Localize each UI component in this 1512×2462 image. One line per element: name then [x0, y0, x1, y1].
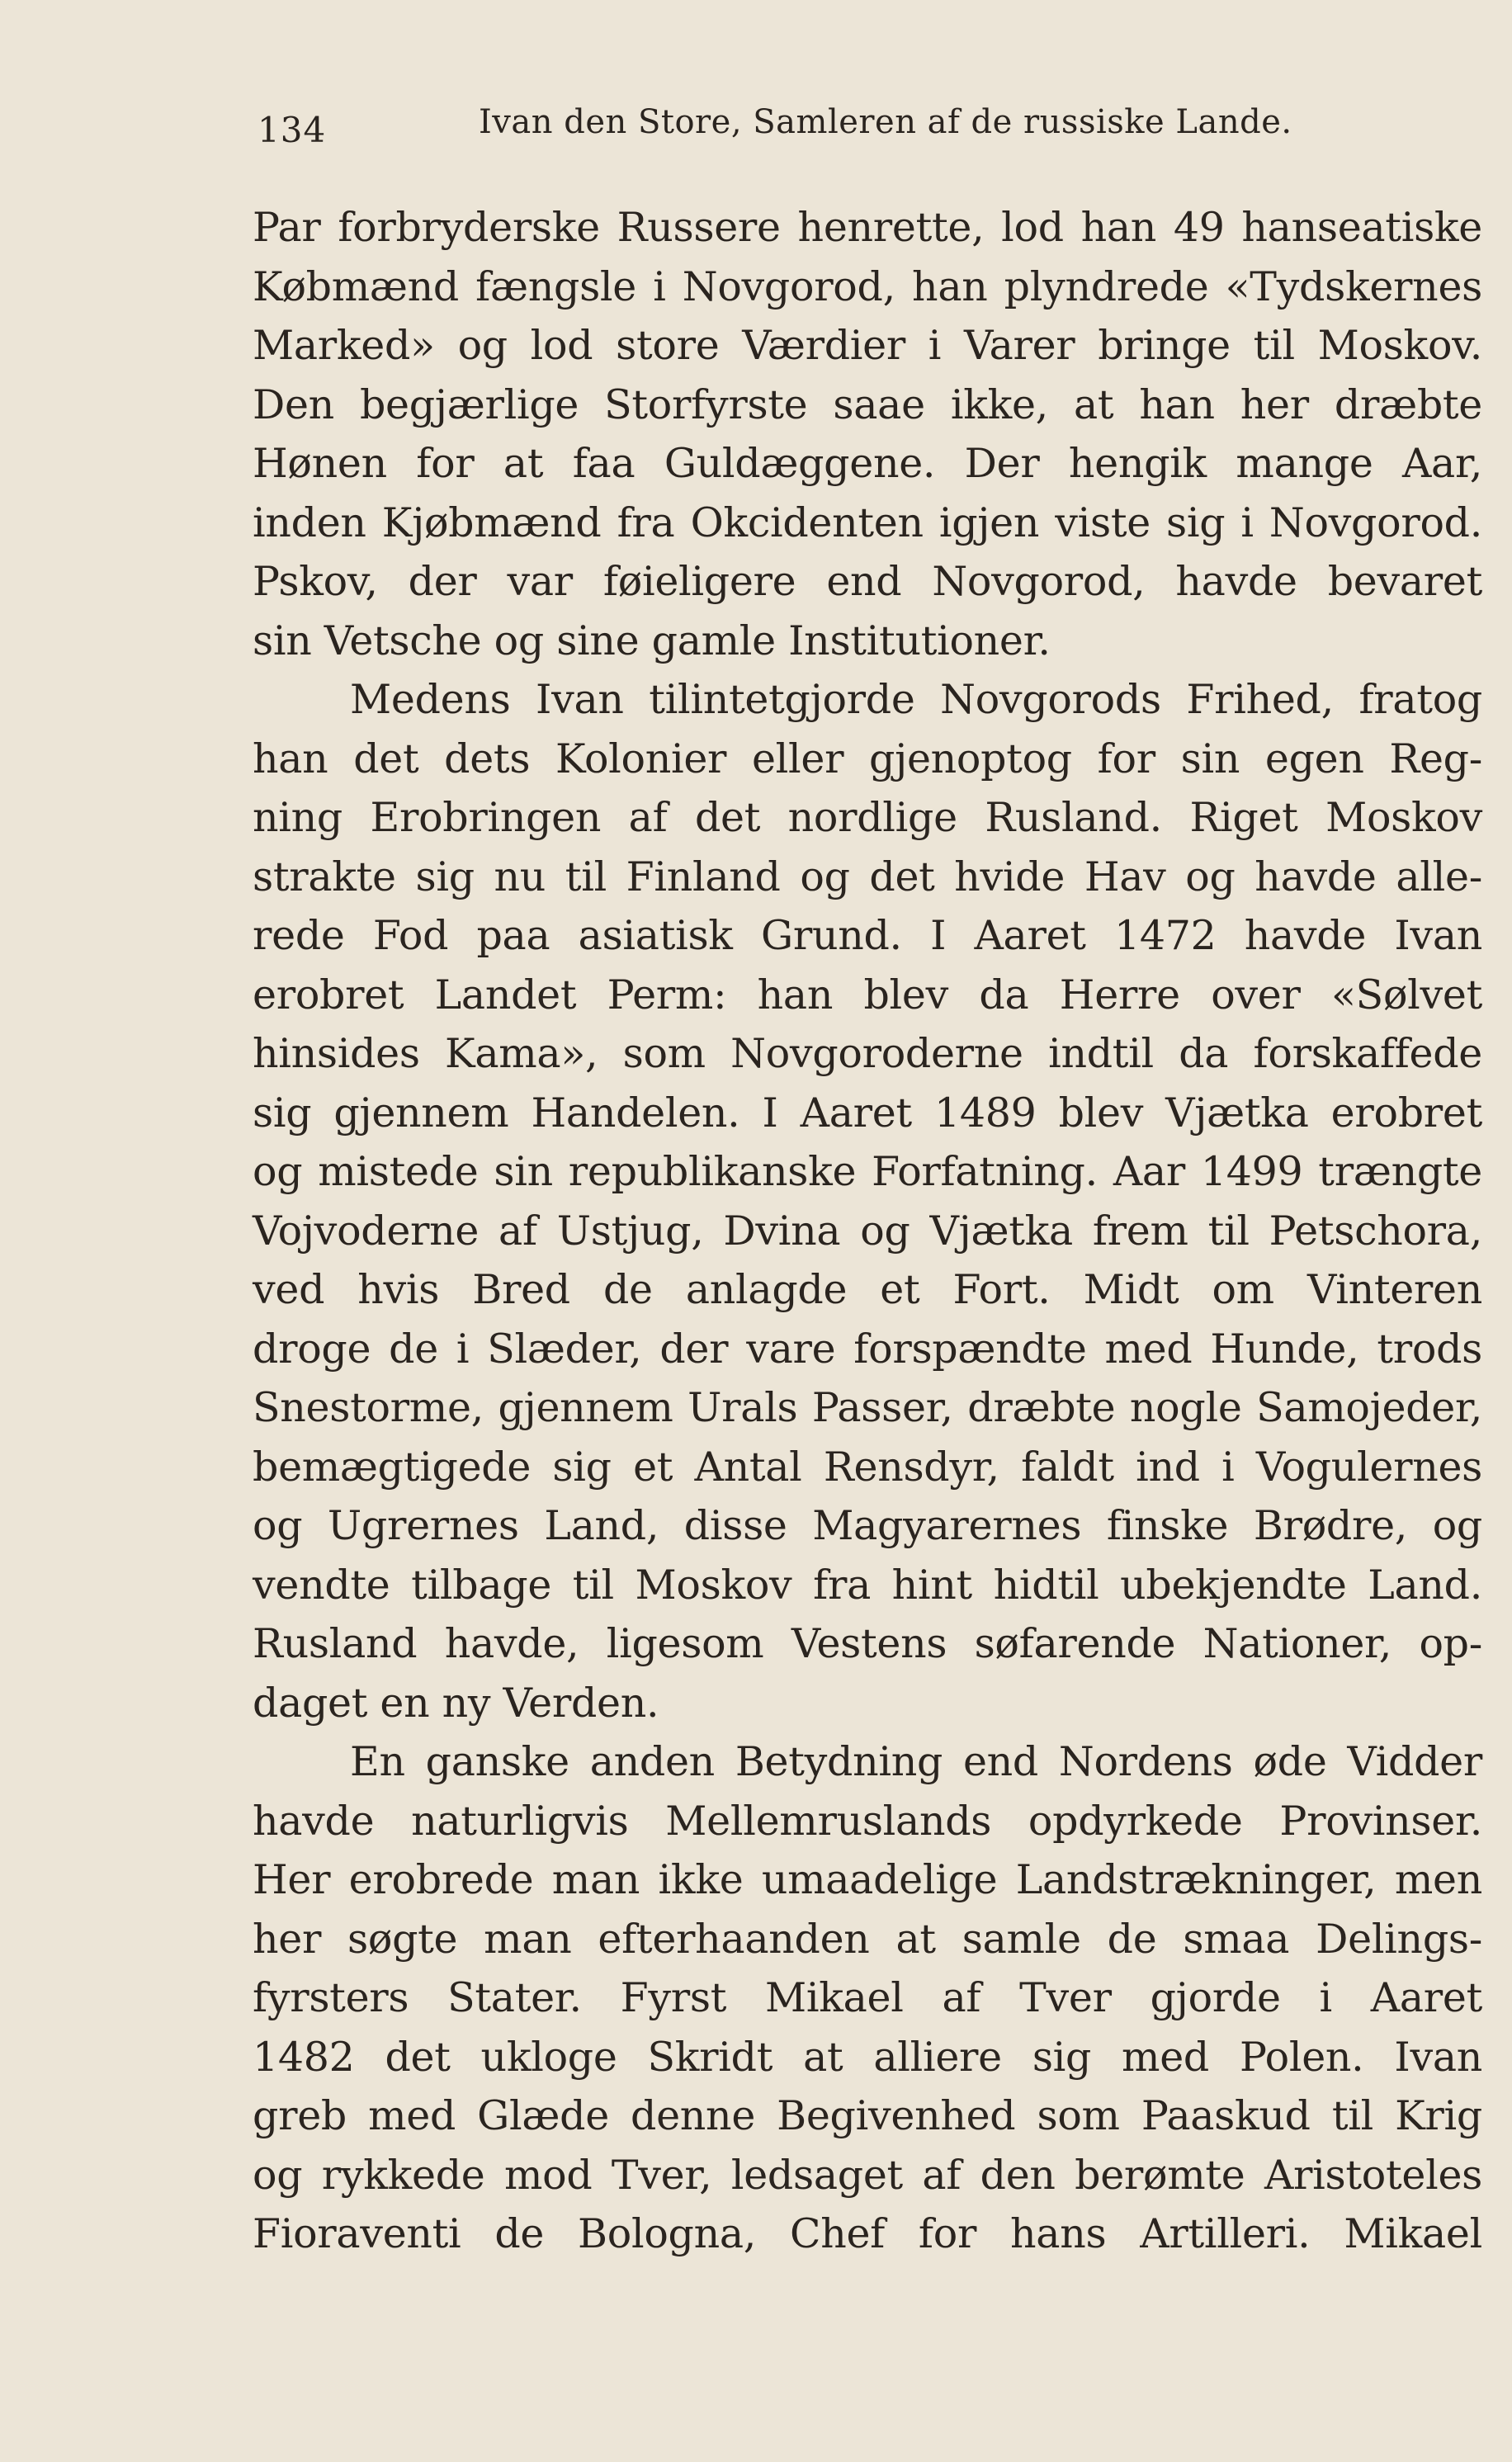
text-line: inden Kjøbmænd fra Okcidenten igjen viste sig i Novgorod.	[253, 499, 1482, 546]
text-line: han det dets Kolonier eller gjenoptog for sin egen Reg-	[253, 735, 1482, 782]
text-line: daget en ny Verden.	[253, 1679, 659, 1727]
text-line: og mistede sin republikanske Forfatning. Aar 1499 trængte	[253, 1148, 1482, 1195]
text-line: sin Vetsche og sine gamle Institutioner.	[253, 617, 1051, 664]
text-line: vendte tilbage til Moskov fra hint hidtil ubekjendte Land.	[253, 1561, 1482, 1609]
text-line: Den begjærlige Storfyrste saae ikke, at han her dræbte	[253, 380, 1482, 428]
text-line: Pskov, der var føieligere end Novgorod, havde bevaret	[253, 558, 1482, 605]
text-line: 1482 det ukloge Skridt at alliere sig med Polen. Ivan	[253, 2033, 1482, 2081]
text-line: ning Erobringen af det nordlige Rusland. Riget Moskov	[253, 794, 1482, 841]
text-line: havde naturligvis Mellemruslands opdyrkede Provinser.	[253, 1797, 1482, 1845]
running-title: Ivan den Store, Samleren af de russiske Lande.	[479, 103, 1292, 141]
text-line: droge de i Slæder, der vare forspændte med Hunde, trods	[253, 1325, 1482, 1373]
text-line: og rykkede mod Tver, ledsaget af den berømte Aristoteles	[253, 2151, 1482, 2199]
text-line: hinsides Kama», som Novgoroderne indtil da forskaffede	[253, 1030, 1482, 1077]
text-line: Marked» og lod store Værdier i Varer bringe til Moskov.	[253, 322, 1482, 369]
text-line: Her erobrede man ikke umaadelige Landstrækninger, men	[253, 1856, 1482, 1903]
text-line: Rusland havde, ligesom Vestens søfarende Nationer, op-	[253, 1620, 1482, 1667]
body-text	[253, 198, 1482, 2264]
text-line: erobret Landet Perm: han blev da Herre over «Sølvet	[253, 971, 1482, 1018]
text-line: rede Fod paa asiatisk Grund. I Aaret 1472 havde Ivan	[253, 912, 1482, 959]
page-header	[258, 103, 1479, 153]
text-line: Købmænd fængsle i Novgorod, han plyndrede «Tydskernes	[253, 262, 1482, 310]
text-line: Fioraventi de Bologna, Chef for hans Artilleri. Mikael	[253, 2210, 1482, 2257]
text-line: ved hvis Bred de anlagde et Fort. Midt om Vinteren	[253, 1266, 1482, 1313]
text-line: greb med Glæde denne Begivenhed som Paaskud til Krig	[253, 2092, 1482, 2139]
text-line: strakte sig nu til Finland og det hvide Hav og havde alle-	[253, 853, 1482, 900]
text-line: Medens Ivan tilintetgjorde Novgorods Frihed, fratog	[350, 676, 1482, 723]
text-line: Snestorme, gjennem Urals Passer, dræbte nogle Samojeder,	[253, 1384, 1482, 1431]
text-line: sig gjennem Handelen. I Aaret 1489 blev Vjætka erobret	[253, 1089, 1482, 1136]
text-line: her søgte man efterhaanden at samle de smaa Delings-	[253, 1915, 1482, 1963]
text-line: Par forbryderske Russere henrette, lod han 49 hanseatiske	[253, 204, 1482, 251]
text-line: Vojvoderne af Ustjug, Dvina og Vjætka frem til Petschora,	[253, 1207, 1482, 1255]
text-line: Hønen for at faa Guldæggene. Der hengik mange Aar,	[253, 440, 1482, 487]
text-line: og Ugrernes Land, disse Magyarernes finske Brødre, og	[253, 1502, 1482, 1549]
text-line: En ganske anden Betydning end Nordens øde Vidder	[350, 1738, 1482, 1785]
page-number: 134	[258, 110, 327, 150]
text-line: fyrsters Stater. Fyrst Mikael af Tver gjorde i Aaret	[253, 1974, 1482, 2021]
text-line: bemægtigede sig et Antal Rensdyr, faldt ind i Vogulernes	[253, 1443, 1482, 1491]
